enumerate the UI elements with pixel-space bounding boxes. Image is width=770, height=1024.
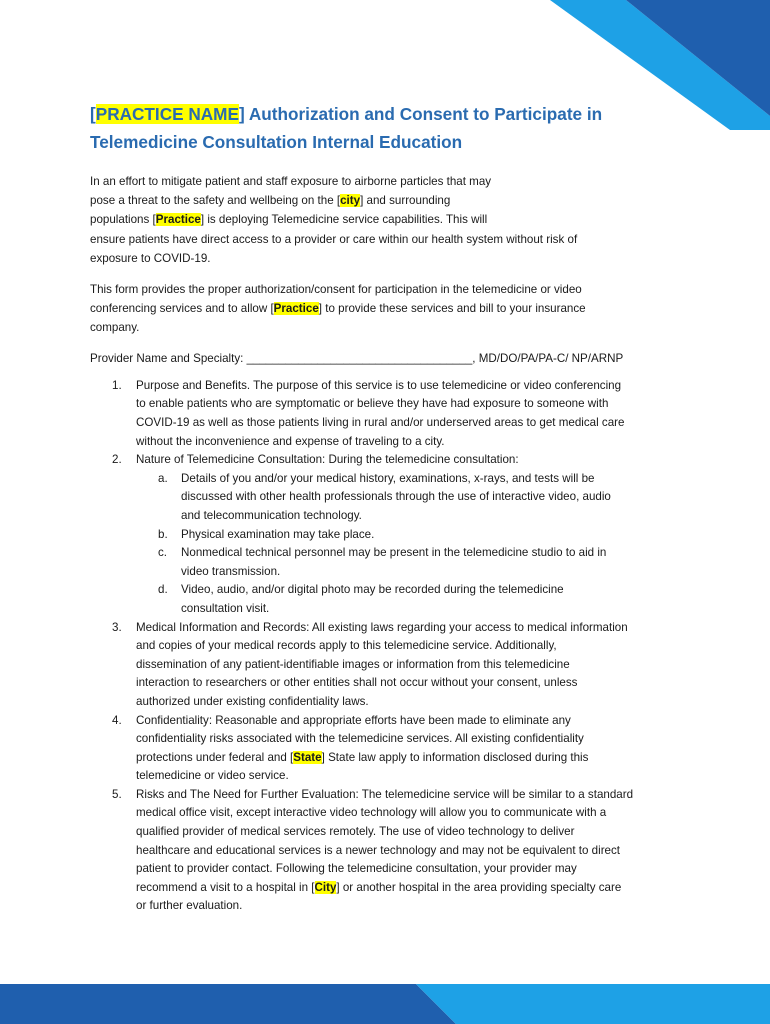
list-item: 2. Nature of Telemedicine Consultation: During the telemedicine consultation: a. Details of you and/or your medical history, examinations, x-rays, and tests will be discussed with other health professionals through the use of interactive video, audio and telecommunication technology. b. Physical examination may take place. c. Nonmedical technical personnel may be present in the telemedicine studio to aid in video transmission. d. Video, audio, and/or digital photo may be recorded during the telemedicine consultation visit.: [90, 451, 685, 618]
consent-paragraph: This form provides the proper authorization/consent for participation in the telemedicine or video conferencing services and to allow [Practice] to provide these services and bill to your insurance company.: [90, 283, 586, 335]
title-text-line2: Telemedicine Consultation Internal Education: [90, 132, 463, 152]
document-title: [PRACTICE NAME] Authorization and Consent to Participate in Telemedicine Consultation Internal Education: [90, 104, 603, 152]
document-body: [90, 100, 685, 916]
state-placeholder: State: [293, 750, 322, 764]
practice-placeholder: Practice: [155, 213, 201, 227]
footer-decoration: [0, 984, 770, 1024]
sub-list-item: c. Nonmedical technical personnel may be present in the telemedicine studio to aid in video transmission.: [158, 546, 607, 578]
sub-list-item: d. Video, audio, and/or digital photo may be recorded during the telemedicine consultation visit.: [158, 583, 564, 615]
sub-list: [136, 470, 685, 619]
list-item: 1. Purpose and Benefits. The purpose of this service is to use telemedicine or video conferencing to enable patients who are symptomatic or believe they have had exposure to someone with COVID-19 as well as those patients living in rural and/or underserved areas to get medical care without the inconvenience and expense of traveling to a city.: [112, 378, 625, 448]
practice-placeholder: Practice: [273, 302, 319, 316]
consent-items-list: [90, 377, 685, 916]
provider-name-line: Provider Name and Specialty: ___________________________________, MD/DO/PA/PA-C/ NP/ARNP: [90, 351, 624, 365]
intro-paragraph: In an effort to mitigate patient and staff exposure to airborne particles that may pose a threat to the safety and wellbeing on the [city] and surrounding populations [Practice] is deploying Telemedicine service capabilities. This will ensure patients have direct access to a provider or care within our health system without risk of exposure to COVID-19.: [90, 175, 578, 265]
list-item: 4. Confidentiality: Reasonable and appropriate efforts have been made to eliminate any confidentiality risks associated with the telemedicine services. All existing confidentiality protections under federal and [State] State law apply to information disclosed during this telemedicine or video service.: [112, 713, 589, 783]
sub-list-item: a. Details of you and/or your medical history, examinations, x-rays, and tests will be discussed with other health professionals through the use of interactive video, audio and telecommunication technology.: [158, 471, 611, 522]
list-item: 5. Risks and The Need for Further Evaluation: The telemedicine service will be similar to a standard medical office visit, except interactive video technology will allow you to communicate with a qualified provider of medical services remotely. The use of video technology to deliver healthcare and educational services is a newer technology and may not be equivalent to direct patient to provider contact. Following the telemedicine consultation, your provider may recommend a visit to a hospital in [City] or another hospital in the area providing specialty care or further evaluation.: [112, 787, 634, 913]
title-text-line1: Authorization and Consent to Participate in: [248, 104, 603, 124]
sub-list-item: b. Physical examination may take place.: [158, 527, 375, 541]
list-item: 3. Medical Information and Records: All existing laws regarding your access to medical information and copies of your medical records apply to this telemedicine service. Additionally, dissemination of any patient-identifiable images or information from this telemedicine interaction to researchers or other entities shall not occur without your consent, unless authorized under existing confidentiality laws.: [112, 620, 628, 708]
city-placeholder: City: [314, 880, 337, 894]
city-placeholder: city: [340, 194, 361, 208]
practice-name-placeholder: PRACTICE NAME: [95, 104, 239, 124]
